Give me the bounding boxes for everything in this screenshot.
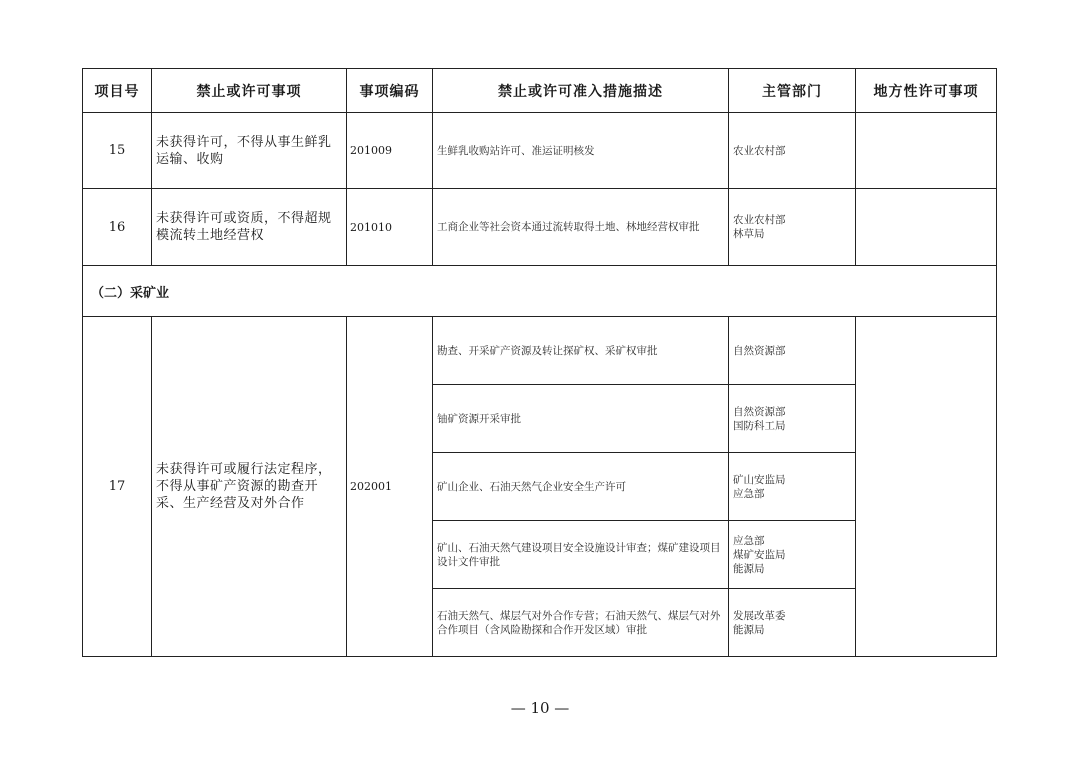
- table-row: [83, 189, 997, 266]
- row-code: 201010: [347, 189, 433, 266]
- row-dept: 农业农村部: [729, 113, 856, 189]
- row-dept: 发展改革委 能源局: [729, 589, 856, 657]
- row-measure: 石油天然气、煤层气对外合作专营；石油天然气、煤层气对外合作项目（含风险勘探和合作开发区域）审批: [433, 589, 729, 657]
- row-measure: 矿山企业、石油天然气企业安全生产许可: [433, 453, 729, 521]
- row-number: 16: [83, 189, 152, 266]
- row-dept: 应急部 煤矿安监局 能源局: [729, 521, 856, 589]
- header-item-no: 项目号: [83, 69, 152, 113]
- row-measure: 工商企业等社会资本通过流转取得土地、林地经营权审批: [433, 189, 729, 266]
- header-dept: 主管部门: [729, 69, 856, 113]
- row-number: 15: [83, 113, 152, 189]
- header-code: 事项编码: [347, 69, 433, 113]
- row-code: 202001: [347, 317, 433, 657]
- row-code: 201009: [347, 113, 433, 189]
- row-measure: 铀矿资源开采审批: [433, 385, 729, 453]
- section-title: （二）采矿业: [83, 266, 997, 317]
- row-item: 未获得许可或履行法定程序，不得从事矿产资源的勘查开采、生产经营及对外合作: [152, 317, 347, 657]
- row-number: 17: [83, 317, 152, 657]
- row-item: 未获得许可，不得从事生鲜乳运输、收购: [152, 113, 347, 189]
- row-local: [856, 189, 997, 266]
- row-dept: 自然资源部 国防科工局: [729, 385, 856, 453]
- header-item: 禁止或许可事项: [152, 69, 347, 113]
- header-local: 地方性许可事项: [856, 69, 997, 113]
- row-measure: 生鲜乳收购站许可、准运证明核发: [433, 113, 729, 189]
- row-dept: 农业农村部 林草局: [729, 189, 856, 266]
- table-header-row: [83, 69, 997, 113]
- permit-table: [82, 68, 997, 657]
- page-number: — 10 —: [510, 699, 570, 717]
- row-item: 未获得许可或资质，不得超规模流转土地经营权: [152, 189, 347, 266]
- row-measure: 勘查、开采矿产资源及转让探矿权、采矿权审批: [433, 317, 729, 385]
- row-measure: 矿山、石油天然气建设项目安全设施设计审查；煤矿建设项目设计文件审批: [433, 521, 729, 589]
- row-local: [856, 317, 997, 657]
- row-local: [856, 113, 997, 189]
- section-row: [83, 266, 997, 317]
- table-row: [83, 317, 997, 385]
- row-dept: 矿山安监局 应急部: [729, 453, 856, 521]
- table-row: [83, 113, 997, 189]
- row-dept: 自然资源部: [729, 317, 856, 385]
- header-measure: 禁止或许可准入措施描述: [433, 69, 729, 113]
